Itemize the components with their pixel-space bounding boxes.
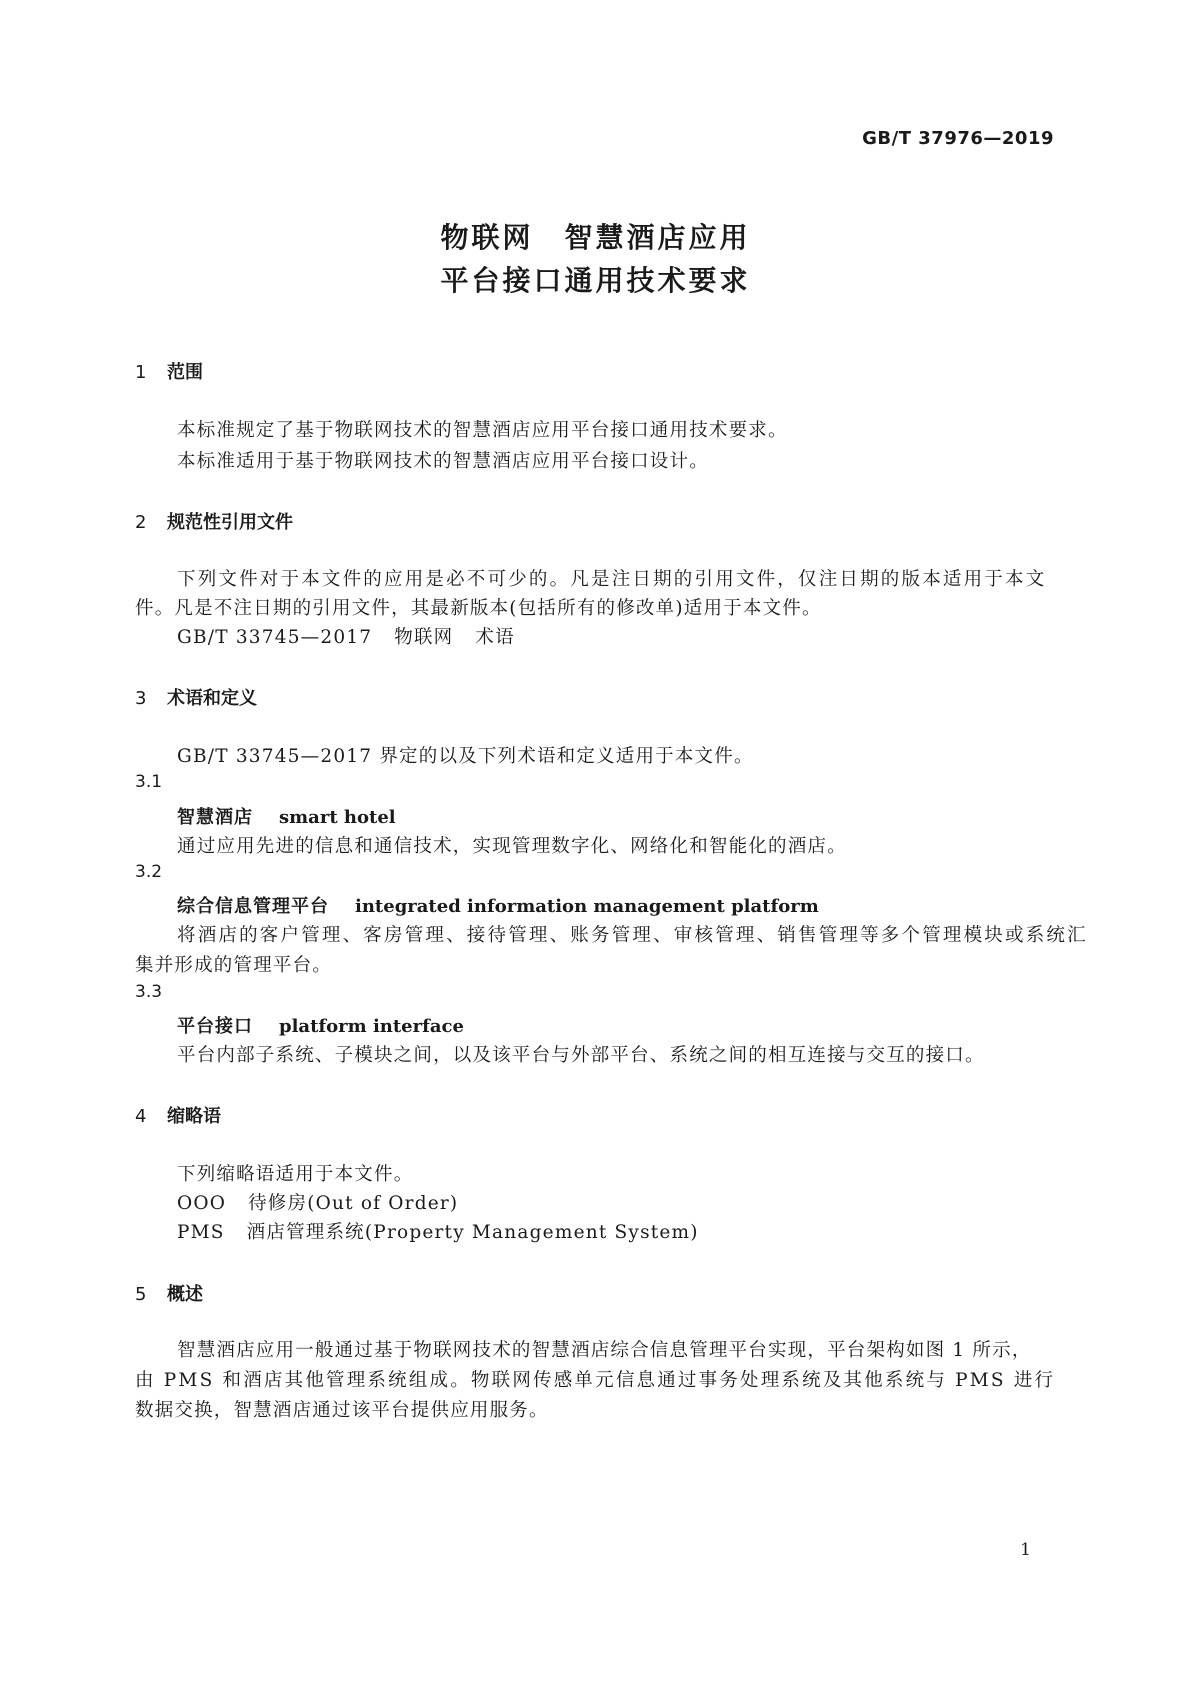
term-definition-line: 集并形成的管理平台。 — [135, 955, 333, 976]
term-entry — [177, 803, 396, 829]
normative-reference — [177, 623, 515, 649]
paragraph-line: 下列文件对于本文件的应用是必不可少的。凡是注日期的引用文件，仅注日期的版本适用于本文 — [177, 569, 1047, 590]
reference-title-part: 物联网 — [394, 627, 454, 648]
term-zh: 综合信息管理平台 — [177, 896, 329, 917]
term-definition-line: 将酒店的客户管理、客房管理、接待管理、账务管理、审核管理、销售管理等多个管理模块或系统汇 — [177, 925, 1088, 946]
section-number: 2 — [135, 512, 147, 533]
term-zh: 智慧酒店 — [177, 807, 253, 828]
term-number: 3.2 — [135, 862, 163, 882]
section-1-heading — [135, 358, 203, 384]
document-title-line1: 物联网 智慧酒店应用 — [440, 221, 751, 254]
term-en: platform interface — [279, 1016, 464, 1037]
section-title: 规范性引用文件 — [167, 512, 293, 533]
abbreviation-entry — [177, 1189, 458, 1215]
paragraph: 本标准规定了基于物联网技术的智慧酒店应用平台接口通用技术要求。 — [177, 420, 788, 441]
section-2-heading — [135, 508, 293, 534]
paragraph: GB/T 33745—2017 界定的以及下列术语和定义适用于本文件。 — [177, 746, 754, 767]
reference-code: GB/T 33745—2017 — [177, 627, 373, 648]
section-number: 4 — [135, 1106, 147, 1127]
paragraph: 下列缩略语适用于本文件。 — [177, 1164, 414, 1185]
term-definition: 平台内部子系统、子模块之间，以及该平台与外部平台、系统之间的相互连接与交互的接口。 — [177, 1045, 985, 1066]
paragraph-line: 数据交换，智慧酒店通过该平台提供应用服务。 — [135, 1400, 549, 1421]
section-number: 1 — [135, 362, 147, 383]
section-3-heading — [135, 684, 257, 710]
section-title: 术语和定义 — [167, 688, 257, 709]
abbreviation: OOO — [177, 1193, 227, 1214]
reference-title-part: 术语 — [475, 627, 515, 648]
section-title: 缩略语 — [167, 1106, 221, 1127]
term-en: integrated information management platform — [355, 896, 819, 917]
paragraph-line: 由 PMS 和酒店其他管理系统组成。物联网传感单元信息通过事务处理系统及其他系统与 PMS 进行 — [135, 1370, 1056, 1391]
paragraph: 本标准适用于基于物联网技术的智慧酒店应用平台接口设计。 — [177, 451, 709, 472]
abbreviation: PMS — [177, 1222, 225, 1243]
term-zh: 平台接口 — [177, 1016, 253, 1037]
section-title: 概述 — [167, 1284, 203, 1305]
term-entry — [177, 892, 819, 918]
term-entry — [177, 1012, 464, 1038]
term-en: smart hotel — [279, 807, 396, 828]
term-number: 3.1 — [135, 772, 163, 792]
section-number: 5 — [135, 1284, 147, 1305]
paragraph-line: 件。凡是不注日期的引用文件，其最新版本(包括所有的修改单)适用于本文件。 — [135, 598, 822, 619]
abbreviation-definition: 酒店管理系统(Property Management System) — [246, 1222, 699, 1243]
page-number: 1 — [1020, 1540, 1031, 1560]
standard-code: GB/T 37976—2019 — [862, 128, 1054, 149]
term-definition: 通过应用先进的信息和通信技术，实现管理数字化、网络化和智能化的酒店。 — [177, 836, 847, 857]
section-title: 范围 — [167, 362, 203, 383]
abbreviation-definition: 待修房(Out of Order) — [248, 1193, 459, 1214]
document-title-line2: 平台接口通用技术要求 — [440, 264, 751, 297]
section-number: 3 — [135, 688, 147, 709]
abbreviation-entry — [177, 1218, 699, 1244]
section-5-heading — [135, 1280, 203, 1306]
term-number: 3.3 — [135, 982, 163, 1002]
section-4-heading — [135, 1102, 221, 1128]
paragraph-line: 智慧酒店应用一般通过基于物联网技术的智慧酒店综合信息管理平台实现，平台架构如图 1 所示， — [177, 1340, 1032, 1361]
